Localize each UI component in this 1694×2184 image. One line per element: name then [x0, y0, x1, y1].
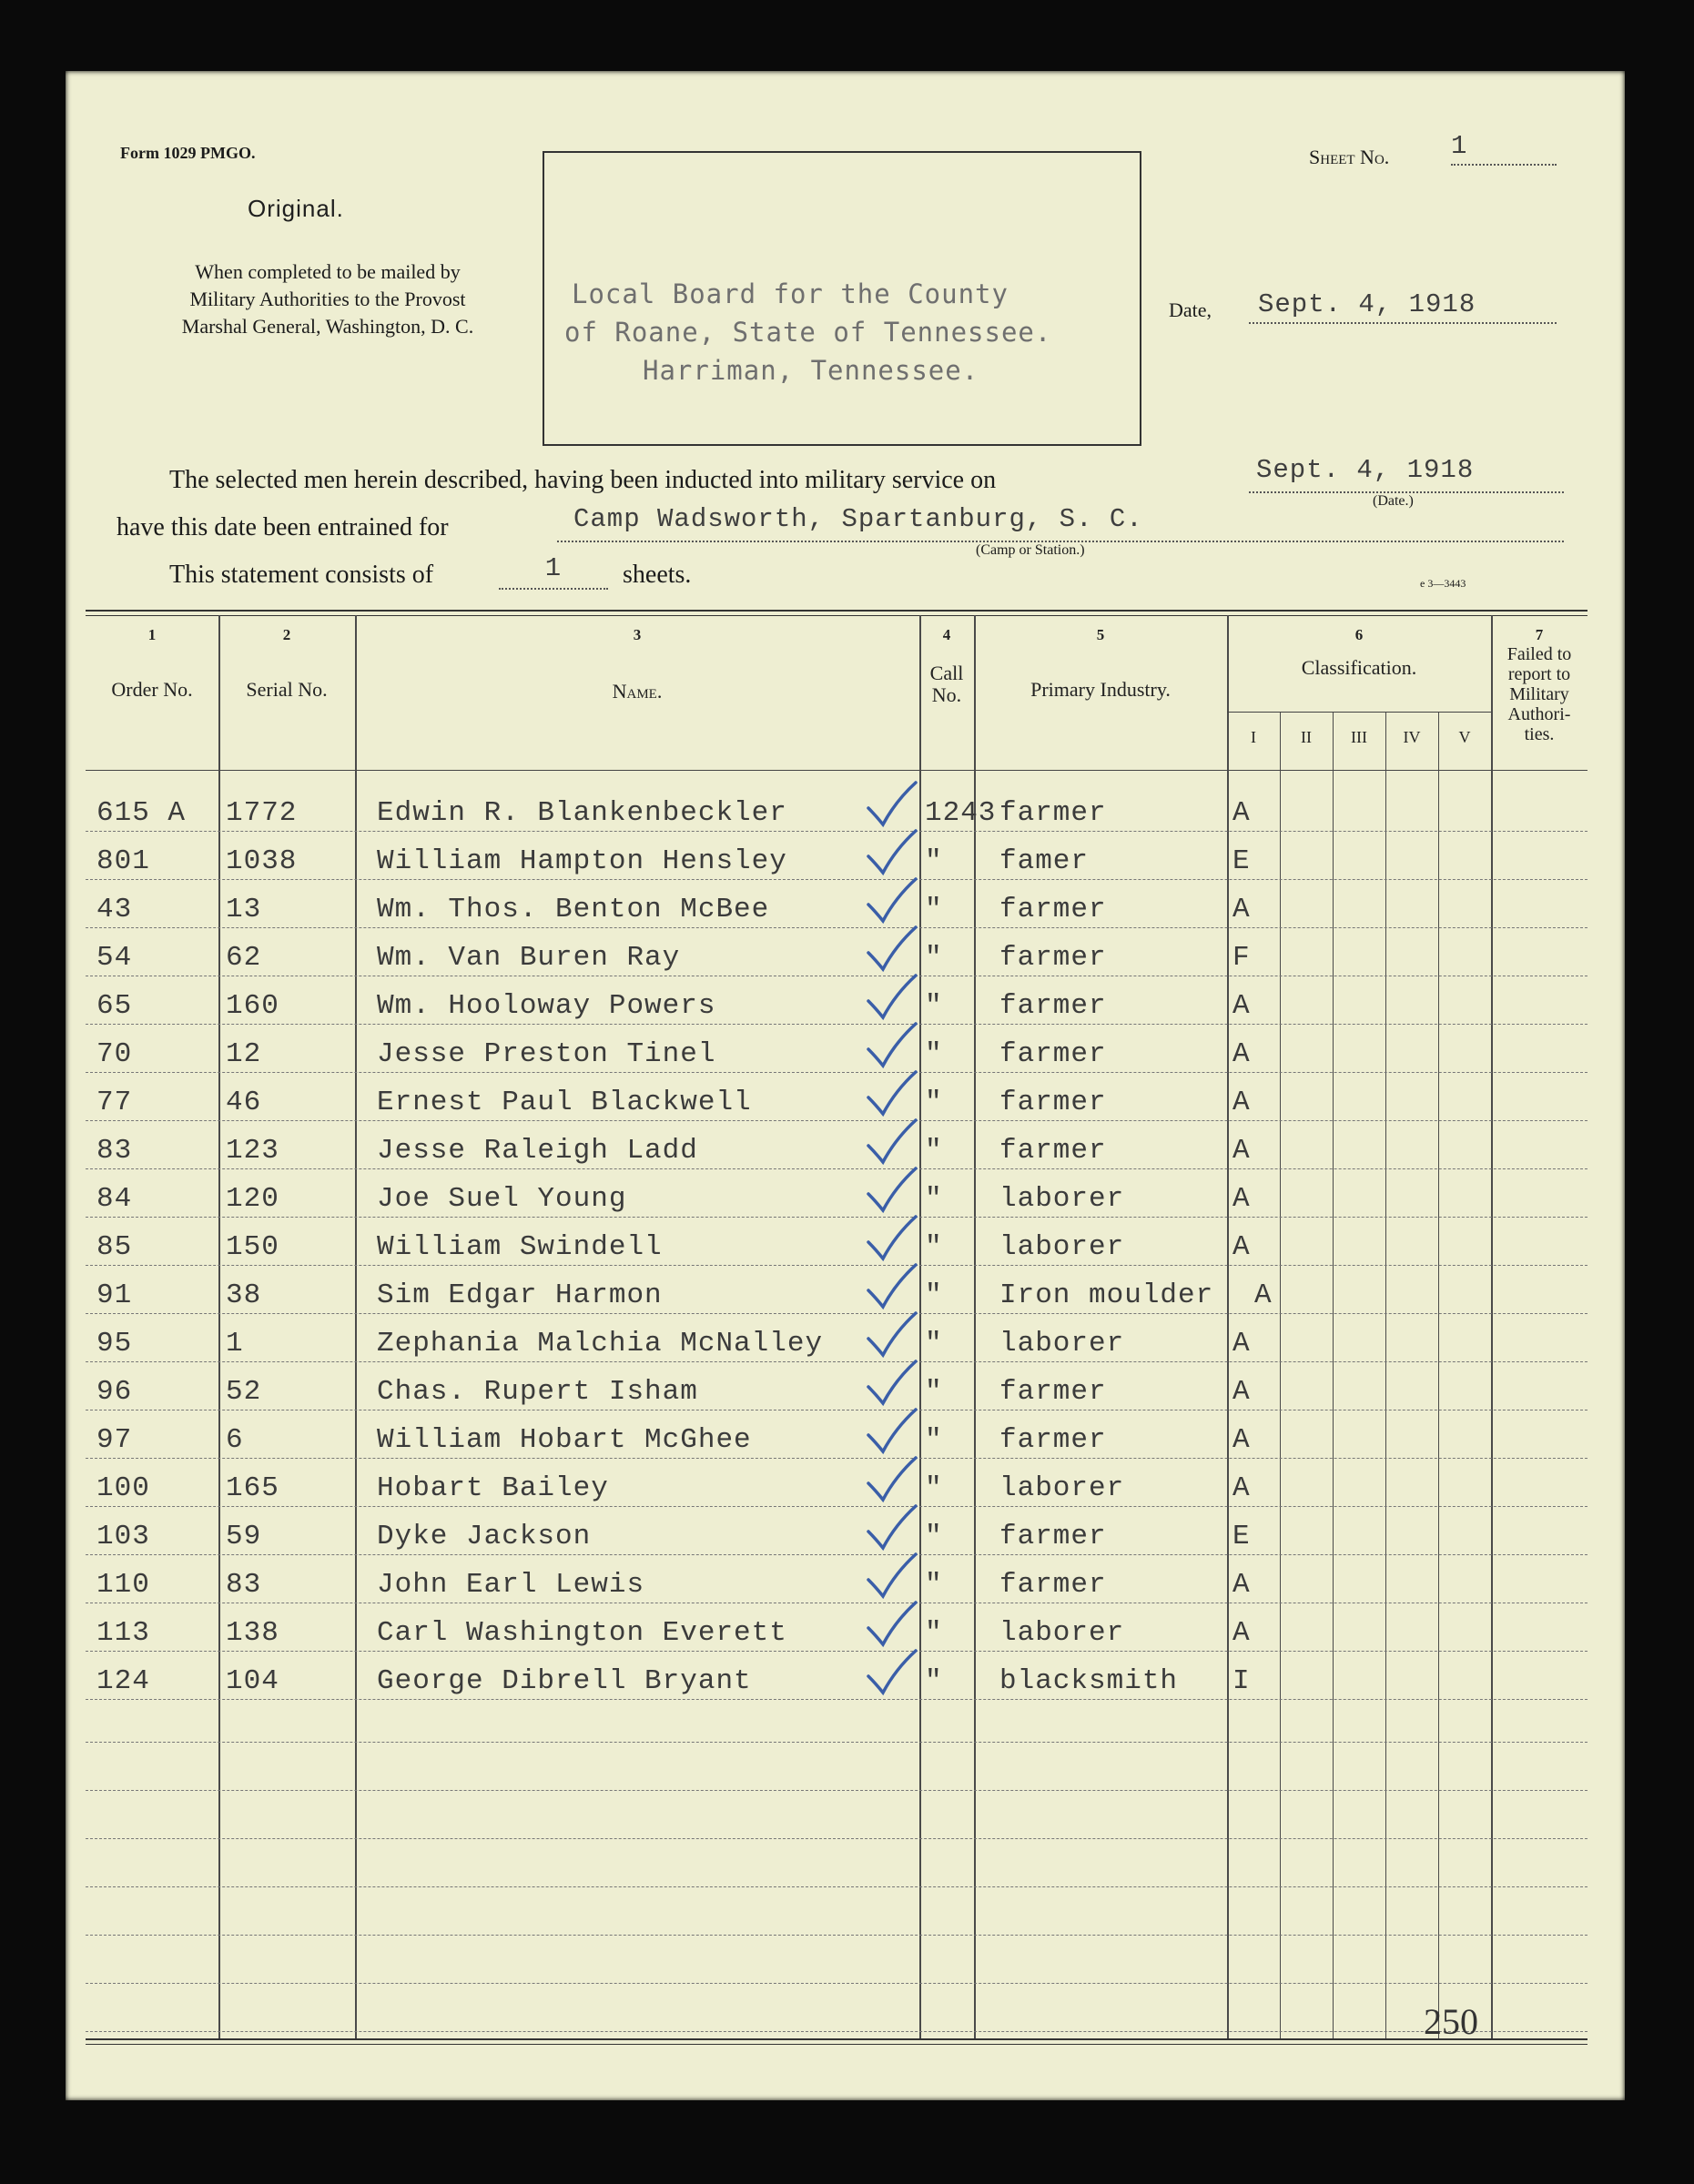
cell-order: 615 A: [96, 797, 187, 829]
cell-call: ": [925, 990, 943, 1022]
header-failed-to-report: Failed to report to Military Authori- ties.: [1506, 644, 1572, 744]
cell-call: ": [925, 1183, 943, 1215]
cell-serial: 12: [226, 1038, 262, 1070]
cell-name: Jesse Raleigh Ladd: [377, 1135, 698, 1167]
cell-name: William Hampton Hensley: [377, 845, 787, 877]
row-rule: [86, 1506, 1587, 1508]
row-rule: [86, 1265, 1587, 1267]
cell-name: Wm. Hooloway Powers: [377, 990, 716, 1022]
cell-call: ": [925, 894, 943, 925]
row-rule: [86, 1838, 1587, 1840]
row-rule: [86, 1554, 1587, 1556]
table-bottom-rule: [86, 2038, 1587, 2040]
cell-class: I: [1232, 1665, 1251, 1697]
row-rule: [86, 1983, 1587, 1985]
row-rule: [86, 927, 1587, 929]
sheet-no-value: 1: [1451, 131, 1557, 166]
cell-call: ": [925, 1087, 943, 1118]
row-rule: [86, 1024, 1587, 1026]
cell-order: 70: [96, 1038, 133, 1070]
col-number: 6: [1354, 626, 1364, 643]
cell-order: 103: [96, 1521, 150, 1552]
row-rule: [86, 831, 1587, 833]
cell-call: ": [925, 1231, 943, 1263]
stamp-line: Local Board for the County: [572, 278, 1009, 309]
cell-order: 100: [96, 1472, 150, 1504]
col-number: 2: [282, 626, 291, 643]
cell-class: A: [1232, 990, 1251, 1022]
table-top-rule: [86, 615, 1587, 616]
cell-industry: farmer: [999, 1569, 1107, 1601]
cell-serial: 1: [226, 1328, 244, 1360]
cell-serial: 52: [226, 1376, 262, 1408]
col-number: 1: [147, 626, 157, 643]
cell-order: 83: [96, 1135, 133, 1167]
check-mark-icon: [863, 1647, 918, 1702]
cell-serial: 120: [226, 1183, 279, 1215]
cell-industry: farmer: [999, 990, 1107, 1022]
cell-serial: 6: [226, 1424, 244, 1456]
cell-name: Carl Washington Everett: [377, 1617, 787, 1649]
col-divider: [1491, 615, 1493, 2038]
inducted-date: Sept. 4, 1918: [1249, 455, 1564, 493]
cell-call: ": [925, 1472, 943, 1504]
cell-class: E: [1232, 1521, 1251, 1552]
sheets-word: sheets.: [623, 561, 692, 589]
class-subhead: III: [1351, 728, 1367, 746]
cell-industry: farmer: [999, 1087, 1107, 1118]
cell-order: 95: [96, 1328, 133, 1360]
cell-serial: 1772: [226, 797, 298, 829]
cell-serial: 150: [226, 1231, 279, 1263]
col-number: 4: [942, 626, 951, 643]
cell-industry: farmer: [999, 1376, 1107, 1408]
cell-order: 96: [96, 1376, 133, 1408]
class-subhead: IV: [1403, 728, 1421, 746]
cell-name: Sim Edgar Harmon: [377, 1279, 663, 1311]
check-mark-icon: [863, 1406, 918, 1461]
cell-class: E: [1232, 845, 1251, 877]
header-name: Name.: [612, 680, 663, 703]
cell-name: William Swindell: [377, 1231, 663, 1263]
header-bottom-rule: [86, 770, 1587, 771]
cell-industry: farmer: [999, 942, 1107, 974]
check-mark-icon: [863, 1213, 918, 1268]
cell-name: Jesse Preston Tinel: [377, 1038, 716, 1070]
cell-serial: 62: [226, 942, 262, 974]
check-mark-icon: [863, 827, 918, 882]
cell-class: A: [1232, 797, 1251, 829]
consists-text: This statement consists of: [169, 561, 434, 589]
cell-name: Wm. Van Buren Ray: [377, 942, 681, 974]
document-page: [66, 71, 1625, 2100]
page-number: 250: [1424, 2001, 1478, 2042]
cell-class: A: [1232, 1231, 1251, 1263]
cell-industry: Iron moulder: [999, 1279, 1214, 1311]
cell-call: ": [925, 1135, 943, 1167]
class-subhead: II: [1301, 728, 1312, 746]
cell-class: A: [1232, 1328, 1251, 1360]
check-mark-icon: [863, 1165, 918, 1219]
check-mark-icon: [863, 1261, 918, 1316]
cell-order: 110: [96, 1569, 150, 1601]
cell-serial: 123: [226, 1135, 279, 1167]
row-rule: [86, 1886, 1587, 1888]
cell-serial: 83: [226, 1569, 262, 1601]
row-rule: [86, 1790, 1587, 1792]
cell-industry: farmer: [999, 1038, 1107, 1070]
table-top-rule: [86, 610, 1587, 612]
header-order-no: Order No.: [111, 678, 193, 701]
cell-name: Wm. Thos. Benton McBee: [377, 894, 770, 925]
row-rule: [86, 1410, 1587, 1411]
cell-serial: 160: [226, 990, 279, 1022]
header-classification: Classification.: [1301, 656, 1417, 679]
cell-name: John Earl Lewis: [377, 1569, 645, 1601]
instructions-line: Military Authorities to the Provost: [189, 288, 466, 310]
cell-order: 84: [96, 1183, 133, 1215]
col-divider: [218, 615, 220, 2038]
cell-class: A: [1232, 1087, 1251, 1118]
check-mark-icon: [863, 1020, 918, 1075]
cell-serial: 104: [226, 1665, 279, 1697]
check-mark-icon: [863, 1454, 918, 1509]
row-rule: [86, 1361, 1587, 1363]
cell-class: A: [1254, 1279, 1273, 1311]
row-rule: [86, 1699, 1587, 1701]
cell-order: 65: [96, 990, 133, 1022]
class-subhead: V: [1458, 728, 1471, 746]
row-rule: [86, 1458, 1587, 1460]
row-rule: [86, 976, 1587, 977]
row-rule: [86, 1120, 1587, 1122]
cell-name: Edwin R. Blankenbeckler: [377, 797, 787, 829]
original-label: Original.: [248, 195, 344, 222]
cell-call: ": [925, 1328, 943, 1360]
date-value: Sept. 4, 1918: [1249, 289, 1557, 324]
entrained-text: have this date been entrained for: [117, 513, 449, 541]
check-mark-icon: [863, 924, 918, 978]
cell-call: ": [925, 1038, 943, 1070]
cell-serial: 59: [226, 1521, 262, 1552]
cell-serial: 1038: [226, 845, 298, 877]
row-rule: [86, 1217, 1587, 1218]
row-rule: [86, 1313, 1587, 1315]
row-rule: [86, 1651, 1587, 1653]
cell-name: Joe Suel Young: [377, 1183, 627, 1215]
cell-industry: laborer: [999, 1231, 1125, 1263]
cell-call: ": [925, 845, 943, 877]
check-mark-icon: [863, 1599, 918, 1653]
row-rule: [86, 1742, 1587, 1744]
col-divider: [919, 615, 921, 2038]
cell-call: ": [925, 1617, 943, 1649]
row-rule: [86, 1072, 1587, 1074]
stamp-line: of Roane, State of Tennessee.: [564, 317, 1052, 348]
print-code: e 3—3443: [1420, 577, 1466, 590]
cell-serial: 165: [226, 1472, 279, 1504]
cell-class: A: [1232, 1569, 1251, 1601]
check-mark-icon: [863, 1358, 918, 1412]
cell-industry: farmer: [999, 1424, 1107, 1456]
cell-order: 113: [96, 1617, 150, 1649]
cell-order: 91: [96, 1279, 133, 1311]
sheet-no-label: Sheet No.: [1309, 146, 1390, 168]
cell-class: A: [1232, 1038, 1251, 1070]
cell-call: ": [925, 1376, 943, 1408]
cell-name: Dyke Jackson: [377, 1521, 592, 1552]
header-serial-no: Serial No.: [246, 678, 328, 701]
row-rule: [86, 879, 1587, 881]
cell-class: A: [1232, 894, 1251, 925]
cell-class: A: [1232, 1424, 1251, 1456]
check-mark-icon: [863, 972, 918, 1026]
cell-serial: 38: [226, 1279, 262, 1311]
cell-industry: laborer: [999, 1183, 1125, 1215]
cell-order: 97: [96, 1424, 133, 1456]
cell-class: A: [1232, 1183, 1251, 1215]
class-subhead-rule: [1227, 712, 1491, 713]
table-bottom-rule: [86, 2044, 1587, 2045]
inducted-text: The selected men herein described, having been inducted into military service on: [169, 466, 997, 494]
row-rule: [86, 1603, 1587, 1604]
check-mark-icon: [863, 1117, 918, 1171]
cell-call: ": [925, 1521, 943, 1552]
sheets-count: 1: [499, 553, 608, 590]
row-rule: [86, 1935, 1587, 1936]
header-call-no: Call No.: [929, 662, 964, 706]
cell-name: Ernest Paul Blackwell: [377, 1087, 752, 1118]
cell-industry: famer: [999, 845, 1090, 877]
cell-class: A: [1232, 1617, 1251, 1649]
cell-order: 85: [96, 1231, 133, 1263]
date-label: Date,: [1169, 298, 1212, 321]
cell-class: A: [1232, 1135, 1251, 1167]
form-number: Form 1029 PMGO.: [120, 144, 256, 162]
check-mark-icon: [863, 779, 918, 834]
date-caption: (Date.): [1373, 493, 1414, 509]
cell-name: Hobart Bailey: [377, 1472, 609, 1504]
camp-caption: (Camp or Station.): [976, 542, 1085, 558]
cell-call: 1243: [925, 797, 997, 829]
col-number: 5: [1096, 626, 1105, 643]
cell-order: 77: [96, 1087, 133, 1118]
col-number: 7: [1535, 626, 1544, 643]
stamp-line: Harriman, Tennessee.: [643, 355, 979, 386]
check-mark-icon: [863, 1502, 918, 1557]
cell-class: A: [1232, 1376, 1251, 1408]
check-mark-icon: [863, 1309, 918, 1364]
cell-name: George Dibrell Bryant: [377, 1665, 752, 1697]
instructions-line: Marshal General, Washington, D. C.: [181, 315, 474, 338]
cell-call: ": [925, 1424, 943, 1456]
row-rule: [86, 1168, 1587, 1170]
cell-class: A: [1232, 1472, 1251, 1504]
cell-industry: laborer: [999, 1328, 1125, 1360]
cell-order: 124: [96, 1665, 150, 1697]
col-divider: [355, 615, 357, 2038]
header-primary-industry: Primary Industry.: [1030, 678, 1171, 701]
cell-call: ": [925, 1279, 943, 1311]
cell-call: ": [925, 1665, 943, 1697]
instructions-line: When completed to be mailed by: [195, 260, 461, 283]
cell-class: F: [1232, 942, 1251, 974]
col-divider: [1227, 615, 1229, 2038]
class-subhead: I: [1251, 728, 1256, 746]
cell-name: Zephania Malchia McNalley: [377, 1328, 824, 1360]
check-mark-icon: [863, 1068, 918, 1123]
cell-name: William Hobart McGhee: [377, 1424, 752, 1456]
cell-order: 43: [96, 894, 133, 925]
cell-industry: laborer: [999, 1617, 1125, 1649]
mailing-instructions: [118, 258, 537, 340]
cell-call: ": [925, 1569, 943, 1601]
cell-serial: 138: [226, 1617, 279, 1649]
cell-industry: farmer: [999, 894, 1107, 925]
cell-call: ": [925, 942, 943, 974]
cell-serial: 46: [226, 1087, 262, 1118]
cell-order: 54: [96, 942, 133, 974]
cell-industry: farmer: [999, 1521, 1107, 1552]
cell-serial: 13: [226, 894, 262, 925]
col-number: 3: [633, 626, 642, 643]
check-mark-icon: [863, 875, 918, 930]
check-mark-icon: [863, 1551, 918, 1605]
cell-industry: farmer: [999, 1135, 1107, 1167]
cell-industry: blacksmith: [999, 1665, 1179, 1697]
cell-order: 801: [96, 845, 150, 877]
camp-value: Camp Wadsworth, Spartanburg, S. C.: [557, 504, 1564, 542]
cell-industry: laborer: [999, 1472, 1125, 1504]
row-rule: [86, 2031, 1587, 2033]
cell-industry: farmer: [999, 797, 1107, 829]
cell-name: Chas. Rupert Isham: [377, 1376, 698, 1408]
